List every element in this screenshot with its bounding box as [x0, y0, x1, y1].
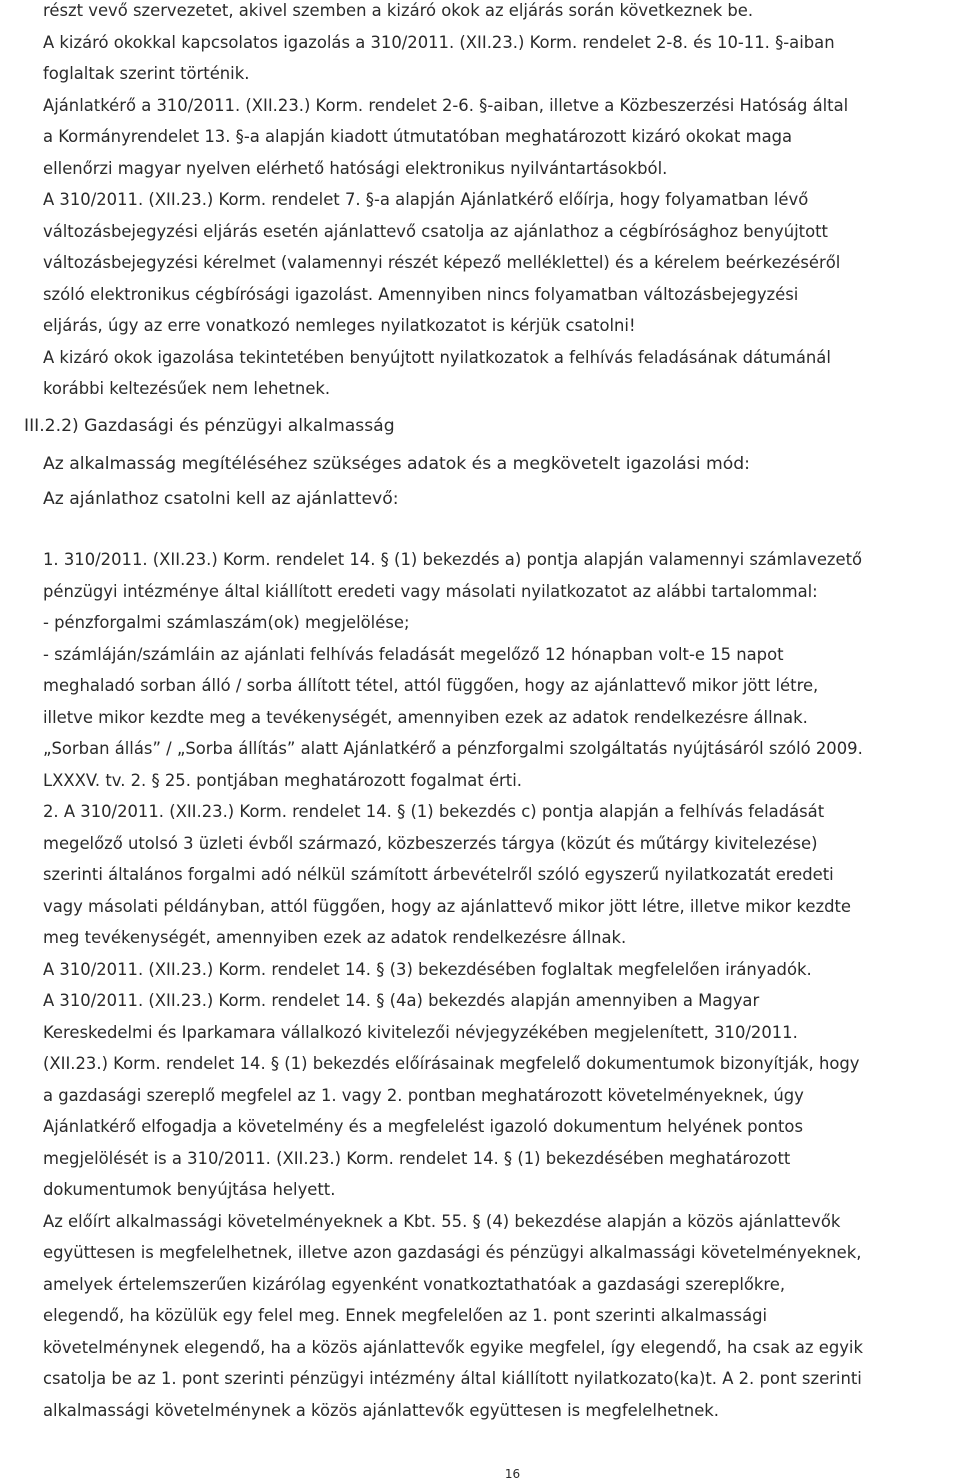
text-line: Kereskedelmi és Iparkamara vállalkozó kivitelezői névjegyzékében megjelenített, 310/2011. [43, 1023, 798, 1042]
text-line: (XII.23.) Korm. rendelet 14. § (1) bekezdés előírásainak megfelelő dokumentumok bizonyítják, hogy [43, 1054, 860, 1073]
subheading: Az alkalmasság megítéléséhez szükséges adatok és a megkövetelt igazolási mód: [43, 454, 750, 474]
text-line: 1. 310/2011. (XII.23.) Korm. rendelet 14. § (1) bekezdés a) pontja alapján valamennyi számlavezető [43, 550, 863, 569]
text-line: alkalmassági követelménynek a közös ajánlattevők együttesen is megfelelhetnek. [43, 1401, 719, 1420]
text-line: Az előírt alkalmassági követelményeknek a Kbt. 55. § (4) bekezdése alapján a közös ajánlattevők [43, 1212, 841, 1231]
section-heading: III.2.2) Gazdasági és pénzügyi alkalmasság [24, 416, 395, 436]
text-line: A kizáró okok igazolása tekintetében benyújtott nyilatkozatok a felhívás feladásának dátumánál [43, 348, 831, 367]
text-line: megjelölését is a 310/2011. (XII.23.) Korm. rendelet 14. § (1) bekezdésében meghatározott [43, 1149, 791, 1168]
text-line: Ajánlatkérő elfogadja a követelmény és a megfelelést igazoló dokumentum helyének pontos [43, 1117, 803, 1136]
text-line: szóló elektronikus cégbírósági igazolást. Amennyiben nincs folyamatban változásbejegyzési [43, 285, 799, 304]
subheading: Az ajánlathoz csatolni kell az ajánlattevő: [43, 489, 399, 509]
text-line: A 310/2011. (XII.23.) Korm. rendelet 14. § (3) bekezdésében foglaltak megfelelően irányadók. [43, 960, 812, 979]
page-number: 16 [504, 1467, 521, 1481]
text-line: változásbejegyzési kérelmet (valamennyi részét képező melléklettel) és a kérelem beérkezéséről [43, 253, 841, 272]
text-line: amelyek értelemszerűen kizárólag egyenként vonatkoztathatóak a gazdasági szereplőkre, [43, 1275, 786, 1294]
text-line: foglaltak szerint történik. [43, 64, 250, 83]
text-line: megelőző utolsó 3 üzleti évből származó, közbeszerzés tárgya (közút és műtárgy kivitelezése) [43, 834, 818, 853]
text-line: korábbi keltezésűek nem lehetnek. [43, 379, 331, 398]
text-line: részt vevő szervezetet, akivel szemben a kizáró okok az eljárás során következnek be. [43, 1, 754, 20]
text-line: változásbejegyzési eljárás esetén ajánlattevő csatolja az ajánlathoz a cégbírósághoz benyújtott [43, 222, 828, 241]
text-line: 2. A 310/2011. (XII.23.) Korm. rendelet 14. § (1) bekezdés c) pontja alapján a felhívás feladását [43, 802, 825, 821]
text-line: - számláján/számláin az ajánlati felhívás feladását megelőző 12 hónapban volt-e 15 napot [43, 645, 784, 664]
text-line: szerinti általános forgalmi adó nélkül számított árbevételről szóló egyszerű nyilatkozatát eredeti [43, 865, 834, 884]
text-line: meghaladó sorban álló / sorba állított tétel, attól függően, hogy az ajánlattevő mikor jött létre, [43, 676, 819, 695]
text-line: dokumentumok benyújtása helyett. [43, 1180, 336, 1199]
text-line: a Kormányrendelet 13. §-a alapján kiadott útmutatóban meghatározott kizáró okokat maga [43, 127, 793, 146]
text-line: pénzügyi intézménye által kiállított eredeti vagy másolati nyilatkozatot az alábbi tartalommal: [43, 582, 818, 601]
text-line: „Sorban állás” / „Sorba állítás” alatt Ajánlatkérő a pénzforgalmi szolgáltatás nyújtásáról szóló 2009. [43, 739, 863, 758]
text-line: A kizáró okokkal kapcsolatos igazolás a 310/2011. (XII.23.) Korm. rendelet 2-8. és 10-11. §-aiban [43, 33, 835, 52]
text-line: ellenőrzi magyar nyelven elérhető hatósági elektronikus nyilvántartásokból. [43, 159, 668, 178]
text-line: Ajánlatkérő a 310/2011. (XII.23.) Korm. rendelet 2-6. §-aiban, illetve a Közbeszerzési Hatóság által [43, 96, 849, 115]
text-line: elegendő, ha közülük egy felel meg. Ennek megfelelően az 1. pont szerinti alkalmassági [43, 1306, 768, 1325]
text-line: csatolja be az 1. pont szerinti pénzügyi intézmény által kiállított nyilatkozato(ka)t. A 2. pont szerinti [43, 1369, 862, 1388]
text-line: LXXXV. tv. 2. § 25. pontjában meghatározott fogalmat érti. [43, 771, 522, 790]
text-line: a gazdasági szereplő megfelel az 1. vagy 2. pontban meghatározott követelményeknek, úgy [43, 1086, 804, 1105]
text-line: meg tevékenységét, amennyiben ezek az adatok rendelkezésre állnak. [43, 928, 627, 947]
text-line: követelménynek elegendő, ha a közös ajánlattevők egyike megfelel, így elegendő, ha csak az egyik [43, 1338, 863, 1357]
text-line: A 310/2011. (XII.23.) Korm. rendelet 7. §-a alapján Ajánlatkérő előírja, hogy folyamatban lévő [43, 190, 809, 209]
text-line: - pénzforgalmi számlaszám(ok) megjelölése; [43, 613, 410, 632]
text-line: együttesen is megfelelhetnek, illetve azon gazdasági és pénzügyi alkalmassági követelményeknek, [43, 1243, 862, 1262]
text-line: A 310/2011. (XII.23.) Korm. rendelet 14. § (4a) bekezdés alapján amennyiben a Magyar [43, 991, 760, 1010]
text-line: vagy másolati példányban, attól függően, hogy az ajánlattevő mikor jött létre, illetve mikor kezdte [43, 897, 852, 916]
text-line: illetve mikor kezdte meg a tevékenységét, amennyiben ezek az adatok rendelkezésre állnak. [43, 708, 808, 727]
text-line: eljárás, úgy az erre vonatkozó nemleges nyilatkozatot is kérjük csatolni! [43, 316, 636, 335]
